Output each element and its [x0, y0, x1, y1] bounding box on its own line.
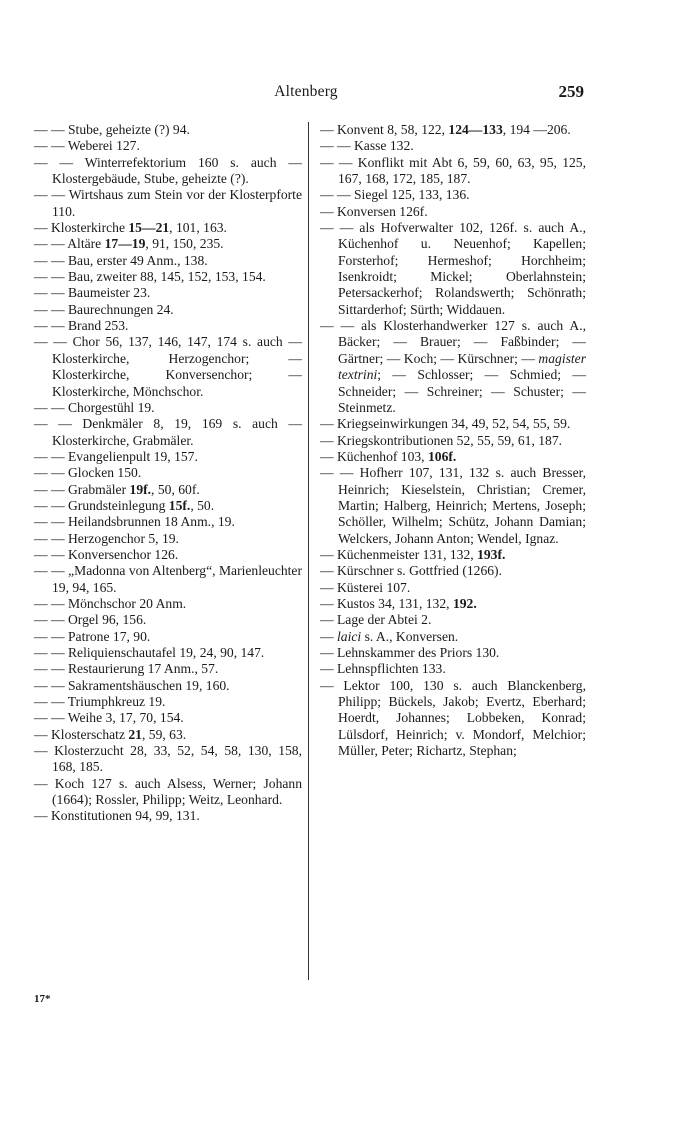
- index-entry: [34, 138, 302, 154]
- entry-text: , 91, 150, 235.: [145, 236, 224, 252]
- index-entry: [320, 155, 586, 188]
- index-entry: [34, 482, 302, 498]
- entry-text: — Kustos 34, 131, 132,: [320, 595, 453, 611]
- entry-text: — — Altäre: [34, 236, 105, 252]
- entry-text: — Konstitutionen 94, 99, 131.: [34, 808, 200, 824]
- page-number: 259: [558, 82, 584, 101]
- bold-page-ref: 21: [128, 726, 142, 742]
- entry-text: — Kriegseinwirkungen 34, 49, 52, 54, 55, 59.: [320, 416, 571, 432]
- entry-text: — Lehnskammer des Priors 130.: [320, 645, 500, 660]
- entry-text: — — Winterrefektorium 160 s. auch — Klostergebäude, Stube, geheizte (?).: [34, 154, 302, 187]
- entry-text: — — Denkmäler 8, 19, 169 s. auch — Klosterkirche, Grabmäler.: [34, 416, 302, 448]
- entry-text: — — Triumphkreuz 19.: [34, 694, 166, 710]
- index-entry: [320, 122, 586, 138]
- column-divider: [308, 122, 309, 980]
- index-entry: [320, 433, 586, 449]
- index-entry: [320, 465, 586, 547]
- entry-text: , 101, 163.: [169, 220, 227, 236]
- entry-text: — — Bau, zweiter 88, 145, 152, 153, 154.: [34, 269, 266, 285]
- index-entry: [34, 220, 302, 236]
- entry-text: — — Siegel 125, 133, 136.: [320, 187, 470, 203]
- index-entry: [34, 514, 302, 530]
- entry-text: — — Glocken 150.: [34, 465, 142, 481]
- entry-text: — — Konflikt mit Abt 6, 59, 60, 63, 95, 125, 167, 168, 172, 185, 187.: [320, 154, 586, 187]
- index-entry: [320, 629, 586, 645]
- index-entry: [34, 743, 302, 776]
- entry-text: — — Reliquienschautafel 19, 24, 90, 147.: [34, 645, 265, 660]
- entry-text: — — „Madonna von Altenberg“, Marienleuchter 19, 94, 165.: [34, 563, 302, 595]
- index-entry: [34, 678, 302, 694]
- entry-text: — — Konversenchor 126.: [34, 546, 179, 562]
- index-entry: [34, 187, 302, 220]
- entry-text: — Küchenmeister 131, 132,: [320, 546, 478, 562]
- bold-page-ref: 17—19: [104, 236, 146, 252]
- entry-text: — — Baumeister 23.: [34, 285, 151, 301]
- index-entry: [34, 727, 302, 743]
- index-entry: [34, 334, 302, 399]
- bold-page-ref: 193f.: [477, 546, 506, 562]
- index-entry: [320, 678, 586, 760]
- index-entry: [320, 204, 586, 220]
- bold-page-ref: 15—21: [128, 220, 170, 236]
- index-column-right: [320, 122, 586, 759]
- index-entry: [34, 629, 302, 645]
- entry-text: — Konvent 8, 58, 122,: [320, 122, 449, 137]
- index-entry: [34, 155, 302, 188]
- bold-page-ref: 15f.: [168, 497, 191, 513]
- entry-text: — — Orgel 96, 156.: [34, 612, 147, 628]
- index-entry: [320, 645, 586, 661]
- entry-text: — — Bau, erster 49 Anm., 138.: [34, 252, 208, 268]
- entry-text: — — Restaurierung 17 Anm., 57.: [34, 661, 219, 677]
- bold-page-ref: 124—133: [448, 122, 503, 137]
- entry-text: — Lage der Abtei 2.: [320, 612, 432, 628]
- entry-text: , 194 —206.: [502, 122, 571, 137]
- index-entry: [34, 645, 302, 661]
- entry-text: — — Sakramentshäuschen 19, 160.: [34, 677, 230, 693]
- entry-text: — — Chorgestühl 19.: [34, 399, 155, 415]
- index-entry: [320, 138, 586, 154]
- index-entry: [320, 563, 586, 579]
- italic-term: magister textrini: [338, 350, 586, 383]
- signature-mark: 17*: [34, 993, 51, 1005]
- index-entry: [34, 465, 302, 481]
- index-entry: [34, 416, 302, 449]
- index-entry: [34, 596, 302, 612]
- index-entry: [320, 449, 586, 465]
- entry-text: — Klosterkirche: [34, 220, 129, 236]
- index-entry: [34, 236, 302, 252]
- index-entry: [34, 302, 302, 318]
- entry-text: — — Weberei 127.: [34, 138, 140, 154]
- entry-text: — Kürschner s. Gottfried (1266).: [320, 563, 502, 579]
- index-entry: [34, 269, 302, 285]
- index-entry: [320, 661, 586, 677]
- index-entry: [320, 547, 586, 563]
- entry-text: , 59, 63.: [141, 726, 187, 742]
- entry-text: — — Wirtshaus zum Stein vor der Klosterpforte 110.: [34, 187, 302, 219]
- index-entry: [320, 596, 586, 612]
- bold-page-ref: 192.: [452, 595, 477, 611]
- entry-text: — — Patrone 17, 90.: [34, 628, 151, 644]
- index-entry: [34, 776, 302, 809]
- entry-text: ; — Schlosser; — Schmied; — Schneider; — Schreiner; — Schuster; — Steinmetz.: [338, 367, 586, 415]
- entry-text: — — Chor 56, 137, 146, 147, 174 s. auch — Klosterkirche, Herzogenchor; — Klosterkirche, Konversenchor; — Klosterkirche, Mönchschor.: [34, 334, 302, 399]
- entry-text: — — Mönchschor 20 Anm.: [34, 595, 187, 611]
- entry-text: — — Herzogenchor 5, 19.: [34, 530, 179, 546]
- running-head: [28, 82, 584, 106]
- index-entry: [34, 694, 302, 710]
- index-entry: [320, 612, 586, 628]
- index-column-left: [34, 122, 302, 825]
- entry-text: — Klosterschatz: [34, 726, 129, 742]
- entry-text: — — Stube, geheizte (?) 94.: [34, 122, 190, 137]
- index-entry: [320, 580, 586, 596]
- entry-text: — Kriegskontributionen 52, 55, 59, 61, 187.: [320, 432, 563, 448]
- entry-text: — — als Hofverwalter 102, 126f. s. auch A., Küchenhof u. Neuenhof; Kapellen; Forsterhof; Hermeshof; Horchheim; Isenkroidt; Mickel; Oberlahnstein; Petersackerhof; Rolandswerth; Schönrath; Sittarderhof; Sürth; Widdauen.: [320, 220, 586, 317]
- index-entry: [34, 449, 302, 465]
- entry-text: , 50, 60f.: [151, 481, 200, 497]
- entry-text: — Koch 127 s. auch Alsess, Werner; Johann (1664); Rossler, Philipp; Weitz, Leonhard.: [34, 775, 302, 808]
- entry-text: — Lehnspflichten 133.: [320, 661, 446, 677]
- entry-text: — — Kasse 132.: [320, 138, 414, 154]
- index-entry: [320, 416, 586, 432]
- index-entry: [34, 710, 302, 726]
- entry-text: — — Evangelienpult 19, 157.: [34, 448, 198, 464]
- index-entry: [34, 612, 302, 628]
- index-entry: [34, 318, 302, 334]
- entry-text: — — Heilandsbrunnen 18 Anm., 19.: [34, 514, 235, 530]
- entry-text: — — Baurechnungen 24.: [34, 301, 174, 317]
- index-entry: [34, 285, 302, 301]
- entry-text: — — als Klosterhandwerker 127 s. auch A., Bäcker; — Brauer; — Faßbinder; — Gärtner; — Koch; — Kürschner; —: [320, 318, 586, 366]
- entry-text: , 50.: [190, 497, 215, 513]
- entry-text: — Konversen 126f.: [320, 203, 428, 219]
- index-entry: [34, 498, 302, 514]
- bold-page-ref: 19f.: [129, 481, 152, 497]
- entry-text: — Klosterzucht 28, 33, 52, 54, 58, 130, 158, 168, 185.: [34, 743, 302, 775]
- entry-text: — Küsterei 107.: [320, 579, 411, 595]
- index-entry: [34, 122, 302, 138]
- index-entry: [34, 531, 302, 547]
- bold-page-ref: 106f.: [427, 448, 457, 464]
- entry-text: — Lektor 100, 130 s. auch Blanckenberg, Philipp; Bückels, Jakob; Evertz, Eberhard; Hoerdt, Johannes; Lobbeken, Konrad; Lülsdorf, Heinrich; v. Mondorf, Melchior; Müller, Peter; Richartz, Stephan;: [320, 677, 586, 759]
- entry-text: — — Grundsteinlegung: [34, 497, 169, 513]
- index-entry: [34, 253, 302, 269]
- index-entry: [34, 400, 302, 416]
- index-entry: [34, 661, 302, 677]
- running-title: Altenberg: [274, 83, 338, 100]
- index-entry: [320, 220, 586, 318]
- entry-text: — — Brand 253.: [34, 318, 129, 334]
- italic-term: laici: [337, 628, 362, 644]
- entry-text: —: [320, 628, 337, 644]
- index-entry: [320, 318, 586, 416]
- entry-text: s. A., Konversen.: [361, 628, 459, 644]
- entry-text: — — Grabmäler: [34, 481, 130, 497]
- entry-text: — — Weihe 3, 17, 70, 154.: [34, 710, 184, 726]
- index-entry: [320, 187, 586, 203]
- index-entry: [34, 547, 302, 563]
- index-entry: [34, 808, 302, 824]
- index-entry: [34, 563, 302, 596]
- entry-text: — Küchenhof 103,: [320, 448, 428, 464]
- entry-text: — — Hofherr 107, 131, 132 s. auch Bresser, Heinrich; Kieselstein, Christian; Cremer, Martin; Halberg, Heinrich; Mertens, Joseph; Schöller, Wilhelm; Schütz, Johann Damian; Welckers, Johann Anton; Wendel, Ignaz.: [320, 465, 586, 546]
